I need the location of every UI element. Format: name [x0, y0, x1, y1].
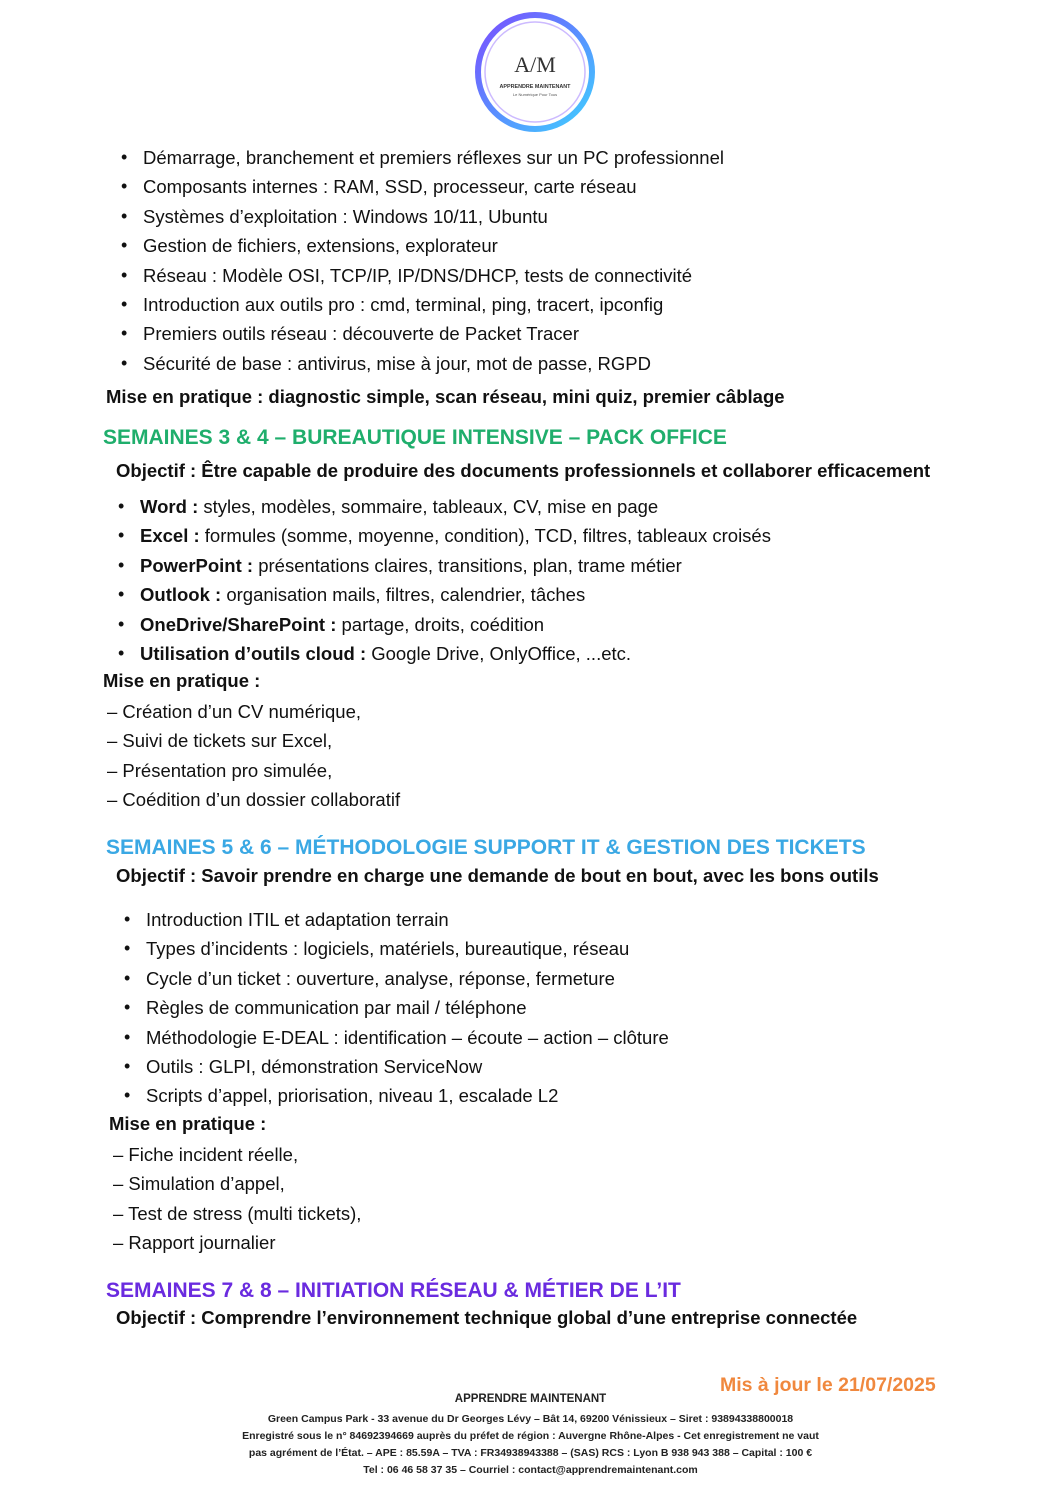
list-item — [118, 639, 771, 668]
list-item — [118, 551, 771, 580]
logo-monogram: A/M — [514, 52, 556, 77]
item-label: PowerPoint : — [140, 554, 254, 576]
list-item: • Cycle d’un ticket : ouverture, analyse, réponse, fermeture — [124, 964, 669, 993]
list-item: • Premiers outils réseau : découverte de Packet Tracer — [121, 319, 724, 348]
logo-brand: APPRENDRE MAINTENANT — [499, 84, 571, 90]
item-text: Google Drive, OnlyOffice, ...etc. — [366, 643, 632, 665]
intro-practice: Mise en pratique : diagnostic simple, scan réseau, mini quiz, premier câblage — [106, 386, 785, 407]
list-item: • Introduction ITIL et adaptation terrain — [124, 905, 669, 934]
list-item: • Outils : GLPI, démonstration ServiceNow — [124, 1052, 669, 1081]
section4-heading: SEMAINES 7 & 8 – INITIATION RÉSEAU & MÉTIER DE L’IT — [106, 1279, 681, 1302]
list-item: • Méthodologie E-DEAL : identification – écoute – action – clôture — [124, 1023, 669, 1052]
section3-practice-title: Mise en pratique : — [109, 1113, 267, 1134]
list-item: – Création d’un CV numérique, — [107, 701, 362, 722]
footer-title: APPRENDRE MAINTENANT — [454, 1393, 607, 1405]
list-item: • Réseau : Modèle OSI, TCP/IP, IP/DNS/DHCP, tests de connectivité — [121, 261, 724, 290]
list-item: • Règles de communication par mail / téléphone — [124, 993, 669, 1022]
list-item: • Introduction aux outils pro : cmd, terminal, ping, tracert, ipconfig — [121, 290, 724, 319]
item-label: Outlook : — [140, 584, 222, 606]
footer-line: Tel : 06 46 58 37 35 – Courriel : contact@apprendremaintenant.com — [363, 1464, 698, 1476]
list-item: – Fiche incident réelle, — [113, 1144, 299, 1165]
list-item — [118, 521, 771, 550]
section2-practice-list — [107, 697, 400, 815]
section2-heading: SEMAINES 3 & 4 – BUREAUTIQUE INTENSIVE – PACK OFFICE — [103, 426, 727, 449]
item-label: Excel : — [140, 525, 200, 547]
updated-date: Mis à jour le 21/07/2025 — [720, 1374, 936, 1396]
item-label: OneDrive/SharePoint : — [140, 613, 337, 635]
list-item: – Suivi de tickets sur Excel, — [107, 730, 333, 752]
list-item: – Test de stress (multi tickets), — [113, 1202, 362, 1224]
list-item — [118, 580, 771, 609]
list-item — [118, 492, 771, 521]
item-text: organisation mails, filtres, calendrier, tâches — [221, 584, 586, 606]
item-text: présentations claires, transitions, plan, trame métier — [253, 554, 682, 576]
section4-objective: Objectif : Comprendre l’environnement technique global d’une entreprise connectée — [116, 1307, 858, 1328]
footer-line: Green Campus Park - 33 avenue du Dr Georges Lévy – Bât 14, 69200 Vénissieux – Siret : 93894338800018 — [267, 1413, 794, 1425]
item-label: Utilisation d’outils cloud : — [140, 643, 367, 665]
section3-objective: Objectif : Savoir prendre en charge une demande de bout en bout, avec les bons outils — [116, 865, 879, 886]
item-label: Word : — [140, 496, 199, 517]
list-item: – Présentation pro simulée, — [107, 759, 333, 781]
section2-objective: Objectif : Être capable de produire des documents professionnels et collaborer efficacement — [116, 460, 931, 481]
list-item: • Scripts d’appel, priorisation, niveau 1, escalade L2 — [124, 1081, 669, 1110]
item-text: formules (somme, moyenne, condition), TCD, filtres, tableaux croisés — [199, 525, 771, 547]
item-text: styles, modèles, sommaire, tableaux, CV, mise en page — [198, 496, 659, 517]
item-text: partage, droits, coédition — [336, 613, 545, 635]
footer-line: Enregistré sous le n° 84692394669 auprès du préfet de région : Auvergne Rhône-Alpes - Cet enregistrement ne vaut — [242, 1430, 819, 1442]
list-item: • Sécurité de base : antivirus, mise à jour, mot de passe, RGPD — [121, 349, 724, 378]
list-item: – Simulation d’appel, — [113, 1173, 285, 1195]
section3-practice-list — [113, 1140, 361, 1258]
list-item: • Composants internes : RAM, SSD, processeur, carte réseau — [121, 172, 724, 201]
section2-practice-title: Mise en pratique : — [103, 670, 261, 691]
list-item: • Démarrage, branchement et premiers réflexes sur un PC professionnel — [121, 143, 724, 172]
list-item: – Rapport journalier — [113, 1232, 276, 1254]
list-item: • Gestion de fichiers, extensions, explorateur — [121, 231, 724, 260]
logo-tagline: Le Numérique Pour Tous — [512, 92, 558, 97]
list-item: – Coédition d’un dossier collaboratif — [107, 789, 401, 811]
company-logo — [473, 10, 597, 134]
list-item — [118, 610, 771, 639]
intro-list — [121, 143, 724, 378]
list-item: • Systèmes d’exploitation : Windows 10/11, Ubuntu — [121, 202, 724, 231]
list-item: • Types d’incidents : logiciels, matériels, bureautique, réseau — [124, 934, 669, 963]
section2-list — [118, 492, 771, 668]
footer-line: pas agrément de l’État. – APE : 85.59A – TVA : FR34938943388 – (SAS) RCS : Lyon B 938 943 388 – Capital : 100 € — [248, 1447, 813, 1459]
section3-list — [124, 905, 669, 1111]
section3-heading: SEMAINES 5 & 6 – MÉTHODOLOGIE SUPPORT IT & GESTION DES TICKETS — [106, 836, 866, 859]
